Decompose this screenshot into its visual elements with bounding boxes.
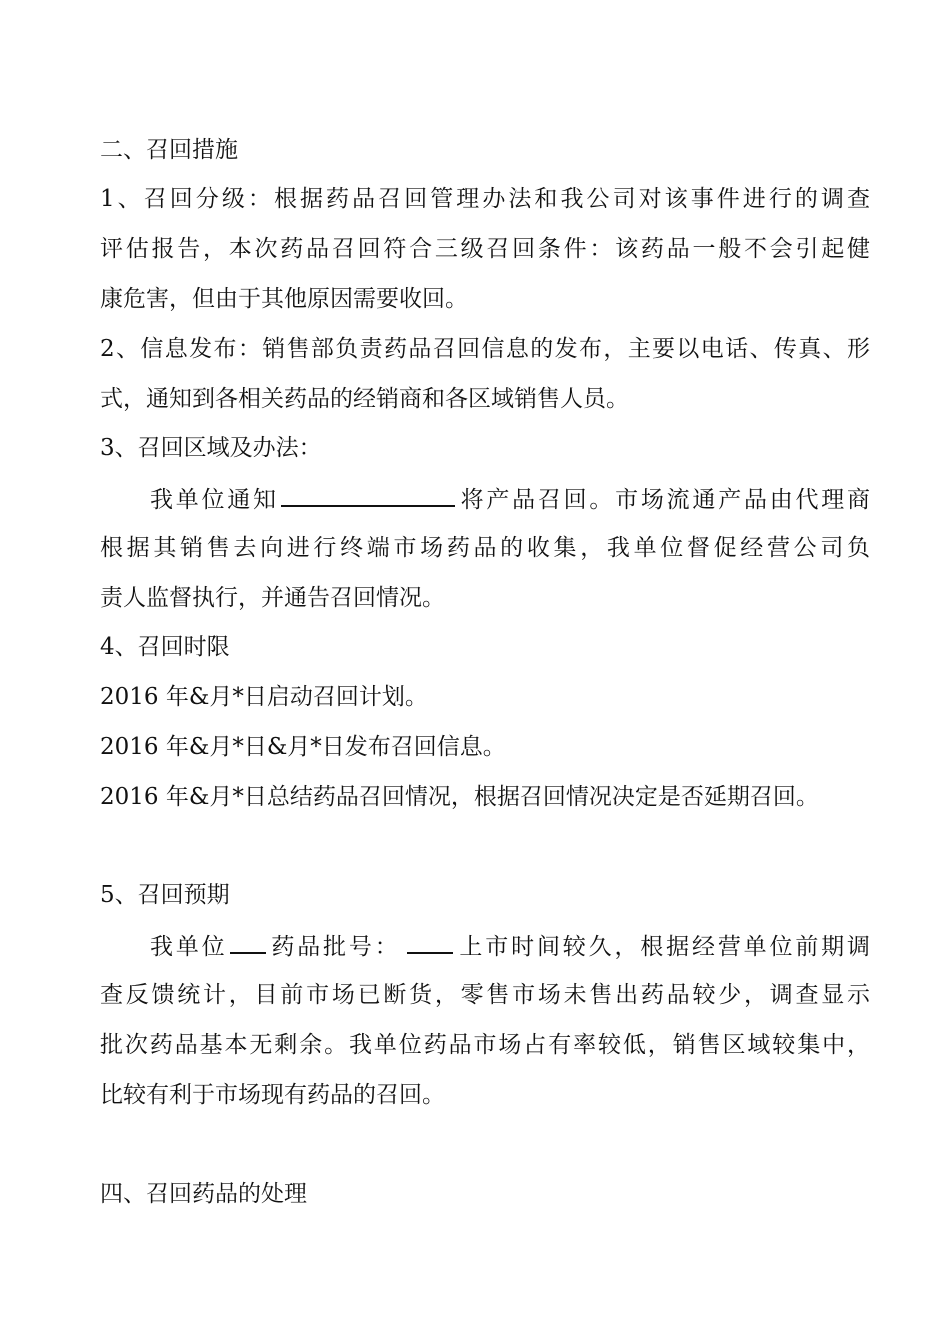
fill-in-blank (281, 483, 455, 507)
schedule-line-2: 2016 年&月*日&月*日发布召回信息。 (100, 734, 506, 760)
item4-title: 4、召回时限 (100, 634, 230, 660)
section-heading-measures: 二、召回措施 (100, 137, 238, 163)
item2-line2: 式，通知到各相关药品的经销商和各区域销售人员。 (100, 386, 629, 412)
item3-title: 3、召回区域及办法： (100, 435, 322, 461)
item5-paragraph-line1 (100, 930, 870, 960)
item1-line2: 评估报告，本次药品召回符合三级召回条件：该药品一般不会引起健 (100, 236, 870, 262)
item5-paragraph-line4: 比较有利于市场现有药品的召回。 (100, 1082, 445, 1108)
fill-in-blank (230, 930, 266, 954)
item5-paragraph-line2: 查反馈统计，目前市场已断货，零售市场未售出药品较少，调查显示 (100, 982, 870, 1008)
item5-text-part3: 上市时间较久，根据经营单位前期调 (456, 934, 871, 960)
item5-text-part2: 药品批号： (268, 934, 401, 960)
item5-title: 5、召回预期 (100, 882, 230, 908)
fill-in-blank (407, 930, 453, 954)
section-heading-disposal: 四、召回药品的处理 (100, 1181, 307, 1207)
schedule-line-1: 2016 年&月*日启动召回计划。 (100, 684, 428, 710)
item1-line3: 康危害，但由于其他原因需要收回。 (100, 286, 468, 312)
item5-text-part1: 我单位 (150, 934, 228, 960)
item5-paragraph-line3: 批次药品基本无剩余。我单位药品市场占有率较低，销售区域较集中， (100, 1032, 870, 1058)
item3-paragraph-line1 (100, 483, 870, 513)
item3-text-after-blank: 将产品召回。市场流通产品由代理商 (457, 487, 871, 513)
item3-paragraph-line3: 责人监督执行，并通告召回情况。 (100, 585, 445, 611)
item3-text-before-blank: 我单位通知 (150, 487, 279, 513)
item1-line1: 1、召回分级：根据药品召回管理办法和我公司对该事件进行的调查 (100, 186, 870, 212)
item3-paragraph-line2: 根据其销售去向进行终端市场药品的收集，我单位督促经营公司负 (100, 535, 870, 561)
schedule-line-3: 2016 年&月*日总结药品召回情况，根据召回情况决定是否延期召回。 (100, 784, 819, 810)
item2-line1: 2、信息发布：销售部负责药品召回信息的发布，主要以电话、传真、形 (100, 336, 870, 362)
